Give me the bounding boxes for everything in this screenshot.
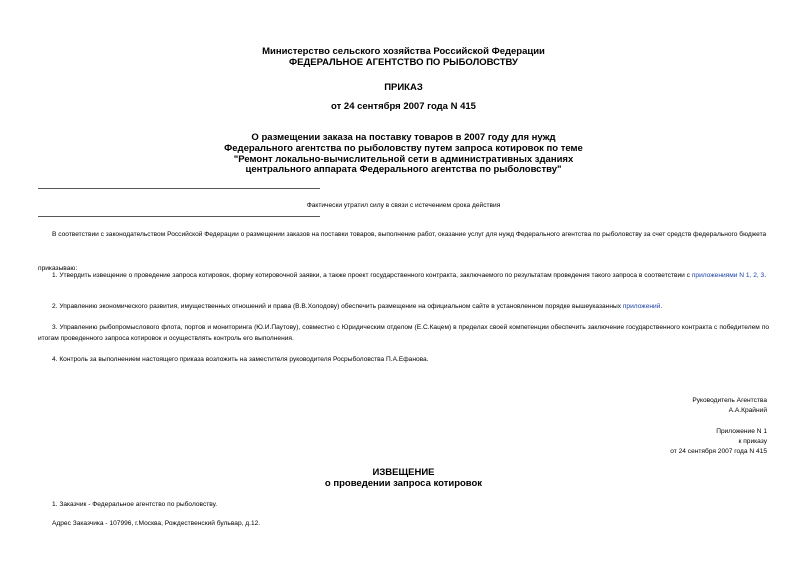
signature-position: Руководитель Агентства (692, 397, 767, 404)
notice-item-1: 1. Заказчик - Федеральное агентство по рыболовству. (52, 501, 218, 508)
order-item-2 (38, 301, 769, 312)
appendices-link[interactable]: приложениями N 1, 2, 3 (691, 272, 765, 279)
appendix-to-order: к приказу (738, 438, 767, 445)
order-item-4: 4. Контроль за выполнением настоящего приказа возложить на заместителя руководителя Росрыболовства П.А.Ефанова. (52, 356, 429, 363)
agency-name: ФЕДЕРАЛЬНОЕ АГЕНТСТВО ПО РЫБОЛОВСТВУ (289, 57, 518, 68)
doc-title-line-4: центрального аппарата Федерального агентства по рыболовству" (245, 164, 562, 175)
doc-title-line-3: "Ремонт локально-вычислительной сети в административных зданиях (233, 154, 574, 165)
order-word: приказываю: (38, 265, 78, 272)
signature-name: А.А.Крайний (728, 407, 767, 414)
doc-title-line-2: Федерального агентства по рыболовству путем запроса котировок по теме (224, 143, 583, 154)
divider-bottom (38, 216, 320, 217)
notice-customer-address: Адрес Заказчика - 107996, г.Москва, Рождественский бульвар, д.12. (52, 520, 261, 527)
order-item-2-end: . (660, 303, 663, 310)
order-item-1-text: 1. Утвердить извещение о проведение запроса котировок, форму котировочной заявки, а также проект государственного контракта, заключаемого по результатам проведения такого запроса в соответствии с (52, 272, 690, 279)
doc-type: ПРИКАЗ (384, 82, 423, 93)
ministry-name: Министерство сельского хозяйства Российской Федерации (262, 46, 545, 57)
status-note: Фактически утратил силу в связи с истечением срока действия (306, 202, 501, 209)
appendix-label: Приложение N 1 (716, 428, 767, 435)
preamble-paragraph: В соответствии с законодательством Российской Федерации о размещении заказов на поставки товаров, выполнение работ, оказание услуг для нужд Федерального агентства по рыболовству за счет средств федерального бюджета (52, 231, 767, 238)
notice-title: ИЗВЕЩЕНИЕ (372, 467, 435, 478)
order-item-3: 3. Управлению рыбопромыслового флота, портов и мониторинга (Ю.И.Паутову), совместно с Юридическим отделом (Е.С.Кацем) в пределах своей компетенции обеспечить заключение государственного контракта с победителем по итогам проведенного запроса котировок и осуществлять контроль его выполнения. (38, 324, 769, 342)
appendix-date: от 24 сентября 2007 года N 415 (670, 448, 767, 455)
divider-top (38, 188, 320, 189)
order-item-2-text: 2. Управлению экономического развития, имущественных отношений и права (В.В.Холодову) обеспечить размещение на официальном сайте в установленном порядке вышеуказанных (52, 303, 622, 310)
appendices-link-2[interactable]: приложений (622, 303, 661, 310)
notice-subtitle: о проведении запроса котировок (324, 478, 483, 489)
order-item-1-end: . (764, 272, 767, 279)
doc-date: от 24 сентября 2007 года N 415 (331, 101, 476, 112)
doc-title-line-1: О размещении заказа на поставку товаров в 2007 году для нужд (251, 132, 556, 143)
order-item-1 (38, 270, 769, 281)
